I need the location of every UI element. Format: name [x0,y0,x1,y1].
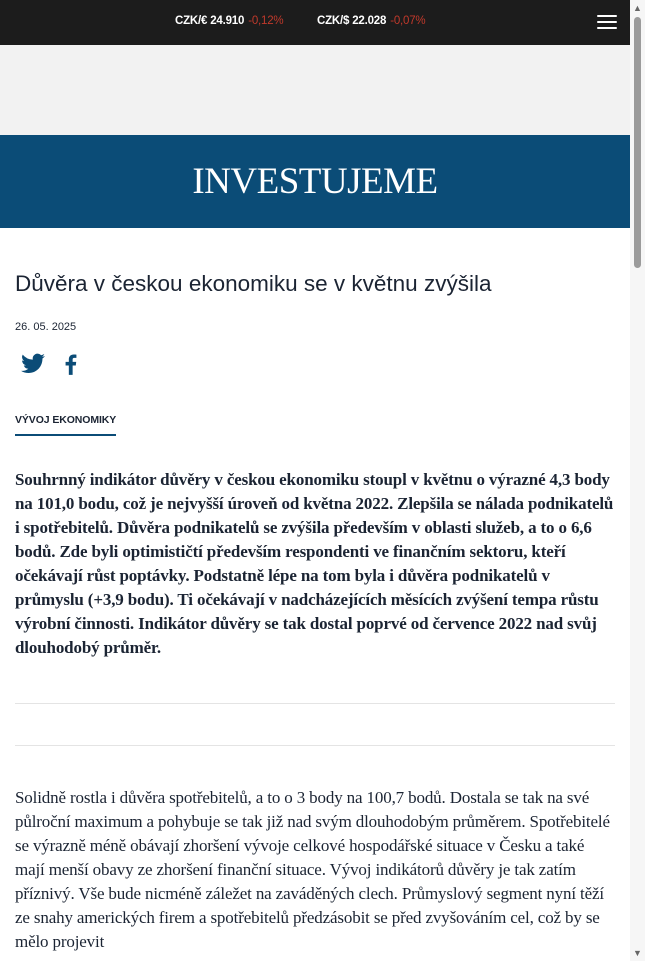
facebook-share-button[interactable] [58,351,84,377]
menu-line [597,15,617,17]
article-date: 26. 05. 2025 [15,321,77,333]
quote-change: -0,07% [390,15,426,27]
divider [15,703,615,704]
ad-placeholder [0,45,630,135]
scrollbar-thumb[interactable] [634,17,641,268]
article-title: Důvěra v českou ekonomiku se v květnu zvýšila [15,271,492,296]
divider [15,745,615,746]
category-tag-link[interactable]: VÝVOJ EKONOMIKY [15,414,116,436]
facebook-icon [58,351,84,377]
currency-quote-usd [317,15,425,27]
article-lead-paragraph: Souhrnný indikátor důvěry v českou ekonomiku stoupl v květnu o výrazné 4,3 body na 101,0 bodu, což je nejvyšší úroveň od května 2022. Zlepšila se nálada podnikatelů i spotřebitelů. Důvěra podnikatelů se zvýšila především v oblasti služeb, a to o 6,6 bodů. Zde byli optimističtí především respondenti ve finančním sektoru, kteří očekávají růst poptávky. Podstatně lépe na tom byla i důvěra podnikatelů v průmyslu (+3,9 bodu). Ti očekávají v nadcházejících měsících zvýšení tempa růstu výrobní činnosti. Indikátor důvěry se tak dostal poprvé od července 2022 nad svůj dlouhodobý průměr. [15,470,614,657]
quote-label: CZK/€ 24.910 [175,15,245,27]
twitter-icon [20,351,46,377]
menu-line [597,21,617,23]
quote-change: -0,12% [248,15,284,27]
scroll-up-arrow-icon[interactable]: ▲ [633,3,642,13]
menu-line [597,27,617,29]
scroll-down-arrow-icon[interactable]: ▼ [633,948,642,958]
quote-label: CZK/$ 22.028 [317,15,387,27]
twitter-share-button[interactable] [20,351,46,377]
article-body-paragraph: Solidně rostla i důvěra spotřebitelů, a to o 3 body na 100,7 bodů. Dostala se tak na své půlroční maximum a pohybuje se tak již nad svým dlouhodobým průměrem. Spotřebitelé se výrazně méně obávají zhoršení vývoje celkové hospodářské situace v Česku a také mají menší obavy ze zhoršení finanční situace. Vývoj indikátorů důvěry je tak zatím příznivý. Vše bude nicméně záležet na zaváděných clech. Průmyslový segment nyní těží ze snahy amerických firem a spotřebitelů předzásobit se před zvyšováním cel, což by se mělo projevit [15,788,610,951]
vertical-scrollbar[interactable] [630,0,645,961]
currency-quote-eur [175,15,283,27]
currency-ticker-bar [0,0,630,45]
site-logo[interactable]: INVESTUJEME [192,161,438,202]
hamburger-menu-icon[interactable] [597,14,617,31]
